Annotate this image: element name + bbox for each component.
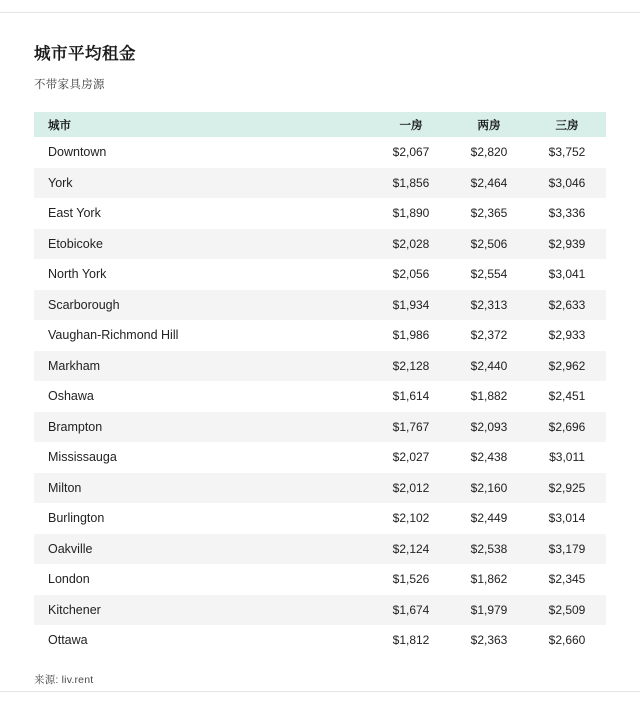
cell-two-bedroom: $2,440 [450,351,528,382]
table-row [34,229,606,260]
table-row [34,290,606,321]
cell-one-bedroom: $1,526 [392,572,430,587]
cell-one-bedroom: $2,102 [392,511,430,526]
cell-three-bedroom: $2,660 [548,633,586,648]
cell-three-bedroom: $2,451 [548,389,586,404]
page-subtitle: 不带家具房源 [34,79,105,91]
column-header-three-bedroom: 三房 [528,112,606,137]
cell-two-bedroom: $2,506 [450,229,528,260]
table-row [34,503,606,534]
cell-three-bedroom: $3,014 [548,511,586,526]
cell-one-bedroom: $1,934 [372,290,450,321]
table-row [34,320,606,351]
cell-city: Mississauga [48,450,117,465]
bottom-divider [0,691,640,692]
cell-two-bedroom: $1,979 [450,595,528,626]
cell-city: Ottawa [48,633,88,648]
cell-city: Oakville [34,534,372,565]
table-body [34,137,606,656]
table-row [34,351,606,382]
cell-three-bedroom: $2,925 [528,473,606,504]
cell-city: Scarborough [34,290,372,321]
cell-city: London [48,572,90,587]
cell-city: Burlington [48,511,105,526]
cell-two-bedroom: $2,313 [450,290,528,321]
cell-one-bedroom: $1,674 [372,595,450,626]
cell-three-bedroom: $2,345 [548,572,586,587]
cell-three-bedroom: $2,933 [548,328,586,343]
table-row [34,442,606,473]
cell-city: Oshawa [48,389,94,404]
cell-two-bedroom: $2,538 [450,534,528,565]
cell-two-bedroom: $2,449 [470,511,508,526]
table-row [34,625,606,656]
cell-one-bedroom: $1,856 [372,168,450,199]
cell-one-bedroom: $2,124 [372,534,450,565]
cell-two-bedroom: $2,438 [470,450,508,465]
cell-city: Downtown [48,145,107,160]
column-header-city: 城市 [34,112,372,137]
table-row [34,473,606,504]
cell-city: Milton [34,473,372,504]
cell-three-bedroom: $3,179 [528,534,606,565]
cell-one-bedroom: $2,028 [372,229,450,260]
cell-two-bedroom: $2,093 [450,412,528,443]
table-row [34,137,606,168]
cell-one-bedroom: $1,614 [392,389,430,404]
cell-three-bedroom: $3,046 [528,168,606,199]
table-row [34,564,606,595]
table-row [34,412,606,443]
cell-three-bedroom: $2,939 [528,229,606,260]
cell-three-bedroom: $3,752 [548,145,586,160]
cell-three-bedroom: $3,011 [549,450,585,465]
cell-two-bedroom: $2,363 [470,633,508,648]
cell-one-bedroom: $2,128 [372,351,450,382]
cell-city: East York [48,206,101,221]
cell-city: York [34,168,372,199]
cell-three-bedroom: $2,962 [528,351,606,382]
column-header-one-bedroom: 一房 [372,112,450,137]
average-rent-table [34,112,606,656]
cell-two-bedroom: $2,820 [470,145,508,160]
column-header-two-bedroom: 两房 [450,112,528,137]
cell-two-bedroom: $2,160 [450,473,528,504]
table-row [34,595,606,626]
table-row [34,198,606,229]
cell-three-bedroom: $3,336 [548,206,586,221]
cell-one-bedroom: $1,890 [392,206,430,221]
table-row [34,259,606,290]
cell-two-bedroom: $1,882 [470,389,508,404]
cell-one-bedroom: $1,986 [392,328,430,343]
table-row [34,381,606,412]
cell-two-bedroom: $2,372 [470,328,508,343]
cell-one-bedroom: $2,012 [372,473,450,504]
cell-one-bedroom: $2,056 [392,267,430,282]
cell-three-bedroom: $3,041 [548,267,586,282]
cell-city: North York [48,267,107,282]
cell-three-bedroom: $2,696 [528,412,606,443]
cell-three-bedroom: $2,509 [528,595,606,626]
table-header [34,112,606,137]
cell-city: Kitchener [34,595,372,626]
cell-one-bedroom: $1,812 [392,633,430,648]
cell-city: Brampton [34,412,372,443]
cell-one-bedroom: $2,067 [392,145,430,160]
cell-city: Etobicoke [34,229,372,260]
source-note: 来源: liv.rent [34,673,94,686]
top-divider [0,12,640,13]
cell-one-bedroom: $1,767 [372,412,450,443]
table-row [34,168,606,199]
cell-two-bedroom: $2,554 [470,267,508,282]
cell-two-bedroom: $2,365 [470,206,508,221]
cell-two-bedroom: $1,862 [470,572,508,587]
cell-three-bedroom: $2,633 [528,290,606,321]
cell-city: Vaughan-Richmond Hill [48,328,179,343]
table-row [34,534,606,565]
cell-one-bedroom: $2,027 [392,450,430,465]
page-title: 城市平均租金 [34,45,136,63]
table-header-row [34,112,606,137]
cell-two-bedroom: $2,464 [450,168,528,199]
cell-city: Markham [34,351,372,382]
